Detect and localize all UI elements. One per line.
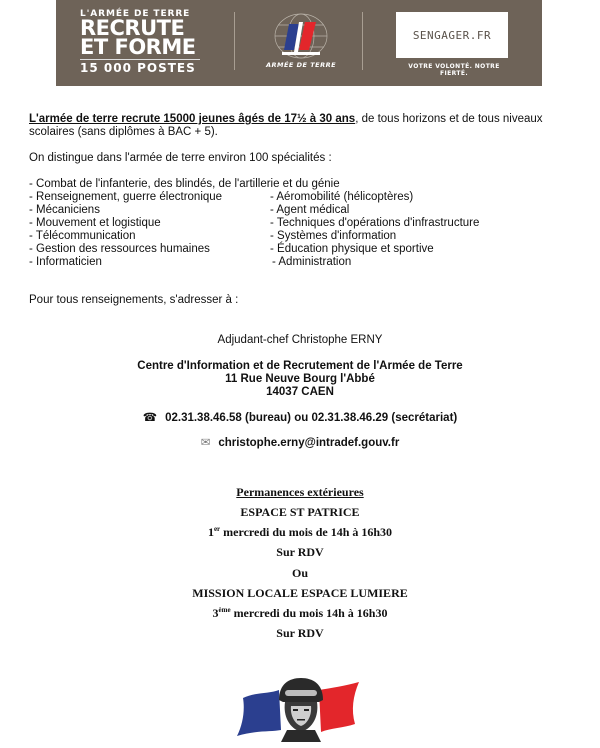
banner-line4: 15 000 POSTES: [80, 59, 200, 75]
specialty-item: - Agent médical: [270, 204, 350, 216]
contact-street: 11 Rue Neuve Bourg l'Abbé: [225, 373, 375, 385]
contact-name: Adjudant-chef Christophe ERNY: [217, 334, 383, 346]
specialty-item: - Techniques d'opérations d'infrastructure: [270, 217, 480, 229]
flag-blue-band: [237, 690, 281, 736]
schedule-text: mercredi du mois 14h à 16h30: [230, 606, 388, 620]
soldier-head-icon: [279, 678, 323, 742]
contact-phone[interactable]: 02.31.38.46.58 (bureau) ou 02.31.38.46.29 (secrétariat): [165, 412, 458, 424]
permanence-rdv-2: Sur RDV: [276, 626, 324, 640]
specialties-left-column: [29, 191, 222, 269]
intro-rest: , de tous horizons et de tous niveaux: [355, 113, 543, 125]
schedule-text: mercredi du mois de 14h à 16h30: [220, 525, 393, 539]
specialty-item: - Mécaniciens: [29, 204, 100, 216]
specialty-item: - Systèmes d'information: [270, 230, 397, 242]
contact-phone-line: [0, 412, 600, 425]
specialty-item: - Gestion des ressources humaines: [29, 243, 210, 255]
permanence-rdv-1: Sur RDV: [276, 545, 324, 559]
intro-line2: scolaires (sans diplômes à BAC + 5).: [29, 126, 218, 138]
permanence-place-1: ESPACE ST PATRICE: [240, 505, 360, 519]
specialty-item: - Informaticien: [29, 256, 102, 268]
permanence-schedule-2: [0, 607, 600, 620]
contact-intro: Pour tous renseignements, s'adresser à :: [29, 294, 239, 306]
specialty-item: - Éducation physique et sportive: [270, 243, 434, 255]
flag-red-band: [319, 682, 359, 732]
permanences-title: Permanences extérieures: [236, 485, 364, 499]
specialty-item: - Combat de l'infanterie, des blindés, de l'artillerie et du génie: [29, 178, 340, 190]
intro-lead: L'armée de terre recrute 15000 jeunes âgés de 17½ à 30 ans: [29, 113, 356, 125]
specialty-item: - Mouvement et logistique: [29, 217, 161, 229]
contact-email-line: [0, 437, 600, 450]
specialty-item: - Télécommunication: [29, 230, 136, 242]
banner-line2: RECRUTE: [80, 16, 185, 40]
banner-line1: L'ARMÉE DE TERRE: [80, 9, 191, 19]
contact-city: 14037 CAEN: [266, 386, 334, 398]
banner-headline: [80, 9, 205, 75]
logo-text: ARMÉE DE TERRE: [265, 61, 337, 69]
soldier-flag-logo: [235, 676, 365, 742]
specialty-item: - Administration: [272, 256, 352, 268]
permanence-or: Ou: [291, 566, 308, 580]
armee-de-terre-logo: [256, 10, 346, 72]
phone-icon: ☎: [142, 412, 158, 424]
banner-divider: [234, 12, 235, 70]
permanence-schedule-1: [0, 526, 600, 539]
permanence-place-2: MISSION LOCALE ESPACE LUMIERE: [192, 586, 408, 600]
specialty-item: - Aéromobilité (hélicoptères): [270, 191, 414, 203]
banner-divider: [362, 12, 363, 70]
schedule-ordinal: 1: [207, 525, 214, 539]
intro-paragraph: [29, 113, 569, 139]
schedule-ordinal-suffix: ème: [218, 606, 231, 614]
email-icon: ✉: [200, 437, 211, 449]
globe-flag-icon: [256, 10, 346, 62]
sengager-link[interactable]: SENGAGER.FR: [396, 12, 508, 58]
banner-line3: ET FORME: [80, 35, 196, 59]
schedule-ordinal-suffix: er: [213, 525, 221, 533]
banner-tagline: VOTRE VOLONTÉ. NOTRE FIERTÉ.: [408, 63, 500, 77]
schedule-ordinal: 3: [212, 606, 219, 620]
specialty-item: - Renseignement, guerre électronique: [29, 191, 223, 203]
specialties-intro: On distingue dans l'armée de terre environ 100 spécialités :: [29, 152, 332, 164]
contact-org: Centre d'Information et de Recrutement de l'Armée de Terre: [137, 360, 463, 372]
contact-email[interactable]: christophe.erny@intradef.gouv.fr: [218, 437, 400, 449]
specialties-right-column: [270, 191, 479, 269]
recruitment-banner: [56, 0, 542, 86]
